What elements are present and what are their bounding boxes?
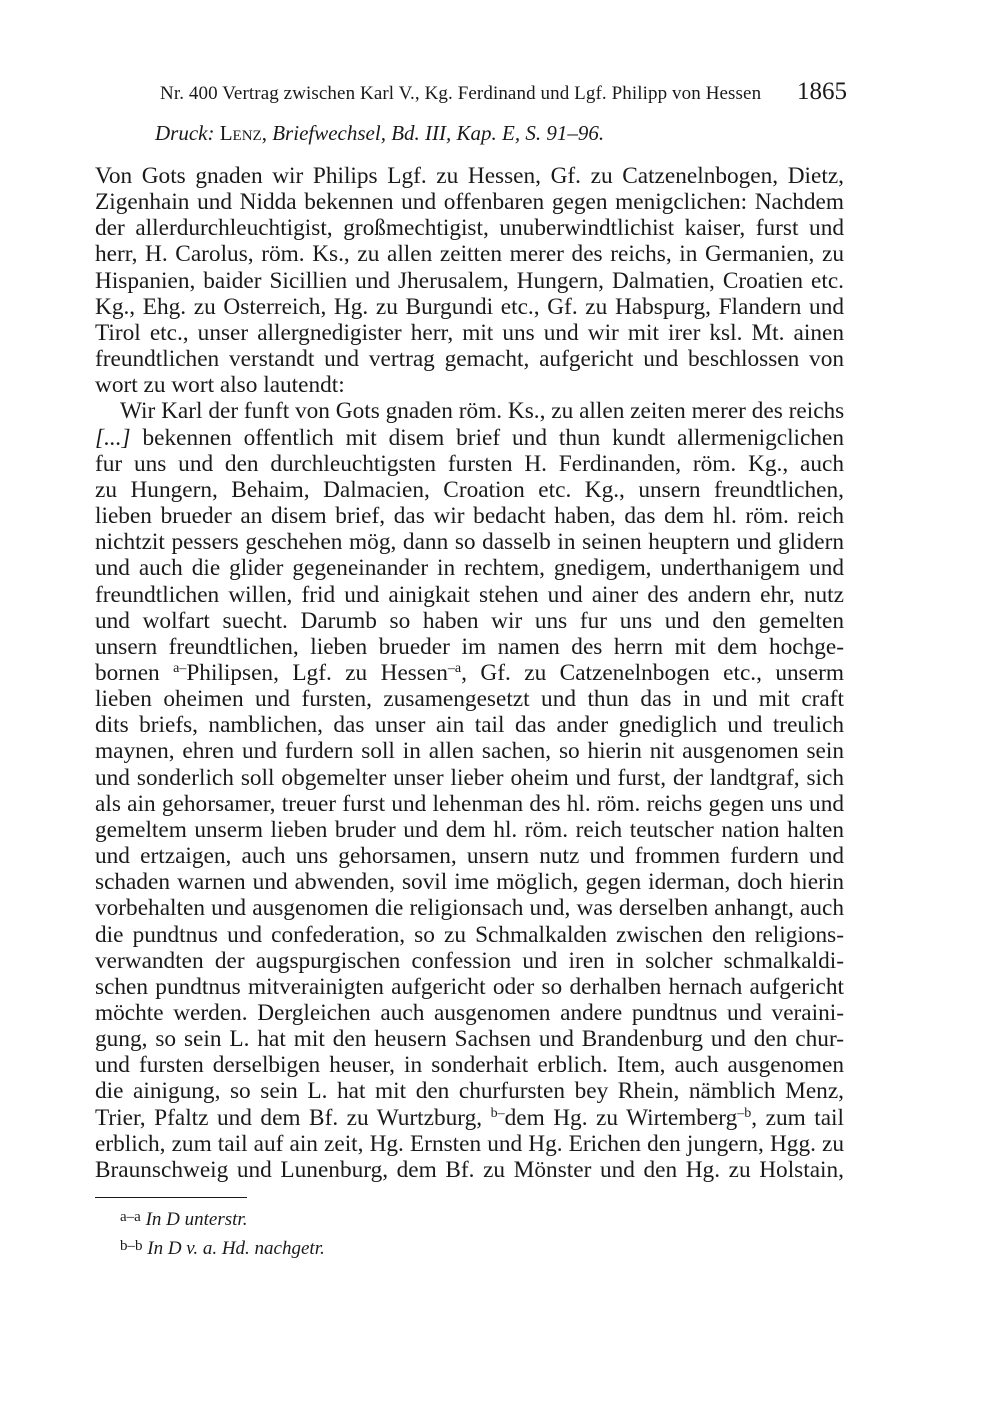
text-line: schaden warnen und abwenden, sovil ime möglich, gegen iderman, doch hierin	[95, 869, 844, 896]
text-span: , Gf. zu Catzenelnbogen etc., unserm	[461, 659, 844, 686]
print-source-line	[155, 121, 604, 146]
footnote-marker: a–	[173, 660, 187, 676]
text-line: herr, H. Carolus, röm. Ks., zu allen zeitten merer des reichs, in Germanien, zu	[95, 241, 844, 268]
text-line	[95, 425, 844, 451]
running-head	[160, 78, 847, 106]
page-number: 1865	[797, 78, 847, 105]
text-span: Trier, Pfaltz und dem Bf. zu Wurtzburg,	[95, 1104, 491, 1131]
text-line: schen pundtnus mitverainigten aufgericht oder so derhalben hernach aufgericht	[95, 973, 844, 1000]
text-line: vorbehalten und ausgenomen die religionsach und, was derselben anhangt, auch	[95, 895, 844, 922]
text-line: maynen, ehren und furdern soll in allen sachen, so hierin nit ausgenomen sein	[95, 738, 844, 765]
text-line: als ain gehorsamer, treuer furst und lehenman des hl. röm. reichs gegen uns und	[95, 790, 844, 817]
text-line	[95, 660, 844, 686]
text-line: Kg., Ehg. zu Osterreich, Hg. zu Burgundi etc., Gf. zu Habspurg, Flandern und	[95, 293, 844, 320]
text-line: gung, so sein L. hat mit den heusern Sachsen und Brandenburg und den chur-	[95, 1026, 844, 1053]
text-line: die ainigung, so sein L. hat mit den churfursten bey Rhein, nämblich Menz,	[95, 1078, 844, 1105]
text-line: freundtlichen verstandt und vertrag gemacht, aufgericht und beschlossen von	[95, 346, 844, 373]
text-line: erblich, zum tail auf ain zeit, Hg. Ernsten und Hg. Erichen den jungern, Hgg. zu	[95, 1130, 844, 1157]
text-line: lieben oheimen und fursten, zusamengesetzt und thun das in und mit craft	[95, 686, 844, 713]
text-line: der allerdurchleuchtigist, großmechtigist, unuberwindtlichist kaiser, furst und	[95, 215, 844, 242]
text-line: verwandten der augspurgischen confession und iren in solcher schmalkaldi-	[95, 947, 844, 974]
footnote-marker: –b	[737, 1105, 752, 1121]
editorial-ellipsis: [...]	[95, 424, 131, 451]
text-line	[95, 1105, 844, 1131]
text-line: zu Hungern, Behaim, Dalmacien, Croation etc. Kg., unsern freundtlichen,	[95, 476, 844, 503]
text-line: Hispanien, baider Sicillien und Jherusalem, Hungern, Dalmatien, Croatien etc.	[95, 267, 844, 294]
footnote-text: In D v. a. Hd. nachgetr.	[147, 1238, 325, 1259]
source-label: Druck:	[155, 121, 215, 145]
footnotes	[120, 1204, 325, 1262]
text-line: und sonderlich soll obgemelter unser lieber oheim und furst, der landtgraf, sich	[95, 764, 844, 791]
text-line: nichtzit pessers geschehen mög, dann so dasselb in seinen heuptern und glidern	[95, 529, 844, 556]
footnote-separator-rule	[95, 1197, 247, 1198]
text-line: wort zu wort also lautendt:	[95, 372, 345, 399]
text-line: die pundtnus und confederation, so zu Schmalkalden zwischen den religions-	[95, 921, 844, 948]
text-span: dem Hg. zu Wirtemberg	[504, 1104, 738, 1131]
text-span: Philipsen, Lgf. zu Hessen	[186, 659, 448, 686]
text-line: unsern freundtlichen, lieben brueder im namen des herrn mit dem hochge-	[95, 633, 844, 660]
footnote-marker: –a	[447, 660, 462, 676]
text-line: Tirol etc., unser allergnedigister herr, mit uns und wir mit irer ksl. Mt. ainen	[95, 319, 844, 346]
text-line: lieben brueder an disem brief, das wir bedacht haben, das dem hl. röm. reich	[95, 503, 844, 530]
text-line: und ertzaigen, auch uns gehorsamen, unsern nutz und frommen furdern und	[95, 843, 844, 870]
text-line: Von Gots gnaden wir Philips Lgf. zu Hessen, Gf. zu Catzenelnbogen, Dietz,	[95, 163, 844, 189]
footnote-mark: a–a	[120, 1209, 141, 1225]
text-line: gemeltem unserm lieben bruder und dem hl. röm. reich teutscher nation halten	[95, 816, 844, 843]
source-author: Lenz,	[219, 121, 267, 145]
footnote-marker: b–	[490, 1105, 505, 1121]
footnote	[120, 1233, 325, 1262]
document-body	[95, 163, 844, 1183]
footnote	[120, 1204, 325, 1233]
footnote-mark: b–b	[120, 1238, 143, 1254]
source-reference: Briefwechsel, Bd. III, Kap. E, S. 91–96.	[272, 121, 605, 145]
text-line: freundtlichen willen, frid und ainigkait stehen und ainer des andern ehr, nutz	[95, 581, 844, 608]
text-span: , zum tail	[751, 1104, 844, 1131]
text-line: dits briefs, namblichen, das unser ain tail das ander gnediglich und treulich	[95, 712, 844, 739]
text-span: bornen	[95, 659, 174, 686]
text-line: Braunschweig und Lunenburg, dem Bf. zu Mönster und den Hg. zu Holstain,	[95, 1156, 844, 1183]
text-line: Zigenhain und Nidda bekennen und offenbaren gegen menigclichen: Nachdem	[95, 189, 844, 216]
footnote-text: In D unterstr.	[145, 1209, 248, 1230]
running-head-title: Nr. 400 Vertrag zwischen Karl V., Kg. Ferdinand und Lgf. Philipp von Hessen	[160, 83, 762, 104]
text-span: bekennen offentlich mit disem brief und thun kundt allermenigclichen	[130, 424, 844, 451]
text-line: fur uns und den durchleuchtigsten fursten H. Ferdinanden, röm. Kg., auch	[95, 450, 844, 477]
text-line: Wir Karl der funft von Gots gnaden röm. Ks., zu allen zeiten merer des reichs	[120, 398, 845, 425]
text-line: und auch die glider gegeneinander in rechtem, gnedigem, underthanigem und	[95, 555, 844, 582]
text-line: möchte werden. Dergleichen auch ausgenomen andere pundtnus und veraini-	[95, 1000, 844, 1026]
text-line: und wolfart suecht. Darumb so haben wir uns fur uns und den gemelten	[95, 607, 844, 634]
text-line: und fursten derselbigen heuser, in sonderhait erblich. Item, auch ausgenomen	[95, 1052, 844, 1079]
